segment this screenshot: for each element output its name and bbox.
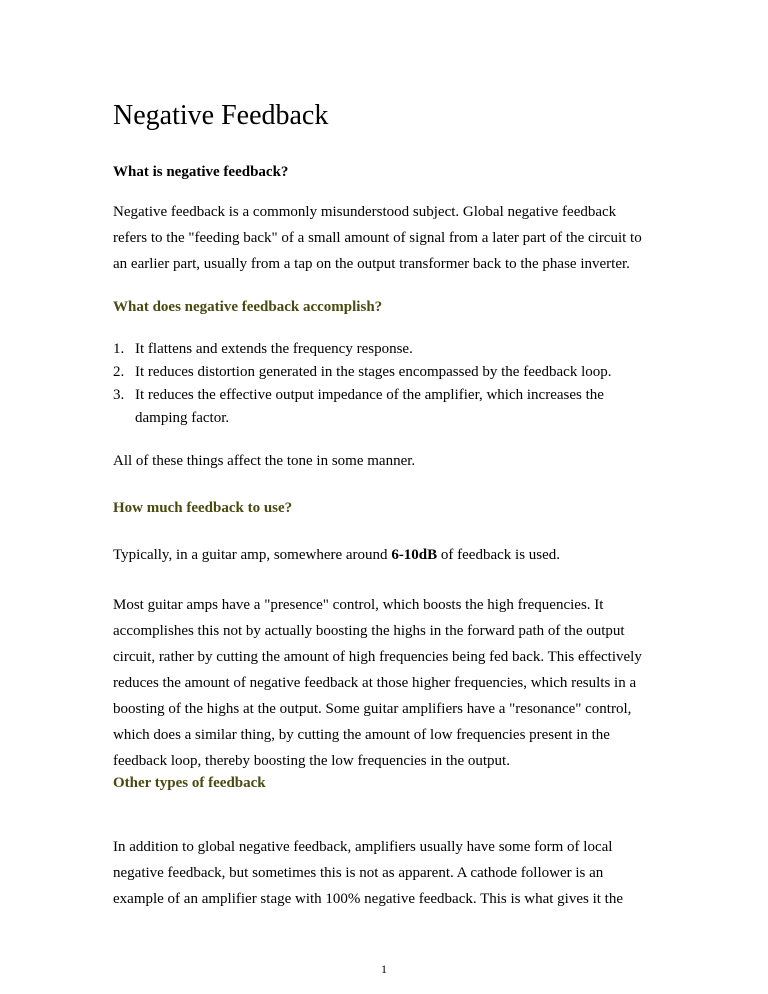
list-item-number: 2. xyxy=(113,364,125,380)
paragraph-line: feedback loop, thereby boosting the low frequencies in the output. xyxy=(113,753,510,769)
heading-what-does-it-accomplish: What does negative feedback accomplish? xyxy=(113,299,383,315)
list-item xyxy=(113,338,673,361)
typical-text-after: of feedback is used. xyxy=(437,547,561,563)
paragraph-line: circuit, rather by cutting the amount of high frequencies being fed back. This effectively xyxy=(113,649,642,665)
paragraph-definition xyxy=(113,199,673,277)
list-item xyxy=(113,384,673,430)
page-title: Negative Feedback xyxy=(113,100,329,131)
typical-text-before: Typically, in a guitar amp, somewhere around xyxy=(113,547,392,563)
paragraph-line: refers to the "feeding back" of a small amount of signal from a later part of the circuit to xyxy=(113,230,642,246)
paragraph-line: which does a similar thing, by cutting the amount of low frequencies present in the xyxy=(113,727,610,743)
paragraph-line: boosting of the highs at the output. Some guitar amplifiers have a "resonance" control, xyxy=(113,701,632,717)
paragraph-line: reduces the amount of negative feedback at those higher frequencies, which results in a xyxy=(113,675,637,691)
paragraph-line: accomplishes this not by actually boosting the highs in the forward path of the output xyxy=(113,623,625,639)
paragraph-line: In addition to global negative feedback, amplifiers usually have some form of local xyxy=(113,839,613,855)
list-item-number: 1. xyxy=(113,341,125,357)
paragraph-line: Most guitar amps have a "presence" control, which boosts the high frequencies. It xyxy=(113,597,604,613)
paragraph-local-feedback xyxy=(113,834,673,912)
paragraph-typical-amount xyxy=(113,542,673,568)
paragraph-line: negative feedback, but sometimes this is not as apparent. A cathode follower is an xyxy=(113,865,604,881)
list-item-number: 3. xyxy=(113,387,125,403)
benefits-list xyxy=(113,338,673,430)
paragraph-presence-control xyxy=(113,592,673,774)
list-item-text: It flattens and extends the frequency response. xyxy=(135,341,413,357)
list-item-text: damping factor. xyxy=(135,410,230,426)
heading-how-much-feedback: How much feedback to use? xyxy=(113,500,293,516)
page-number: 1 xyxy=(381,962,387,976)
paragraph-line: example of an amplifier stage with 100% negative feedback. This is what gives it the xyxy=(113,891,623,907)
list-item-text: It reduces the effective output impedance of the amplifier, which increases the xyxy=(135,387,604,403)
typical-amount-value: 6-10dB xyxy=(391,547,438,563)
heading-what-is-negative-feedback: What is negative feedback? xyxy=(113,164,289,180)
list-item-text: It reduces distortion generated in the stages encompassed by the feedback loop. xyxy=(135,364,612,380)
list-item xyxy=(113,361,673,384)
paragraph-line: an earlier part, usually from a tap on the output transformer back to the phase inverter. xyxy=(113,256,630,272)
paragraph-line: Negative feedback is a commonly misunderstood subject. Global negative feedback xyxy=(113,204,617,220)
paragraph-summary: All of these things affect the tone in some manner. xyxy=(113,453,416,469)
heading-other-types: Other types of feedback xyxy=(113,775,266,791)
